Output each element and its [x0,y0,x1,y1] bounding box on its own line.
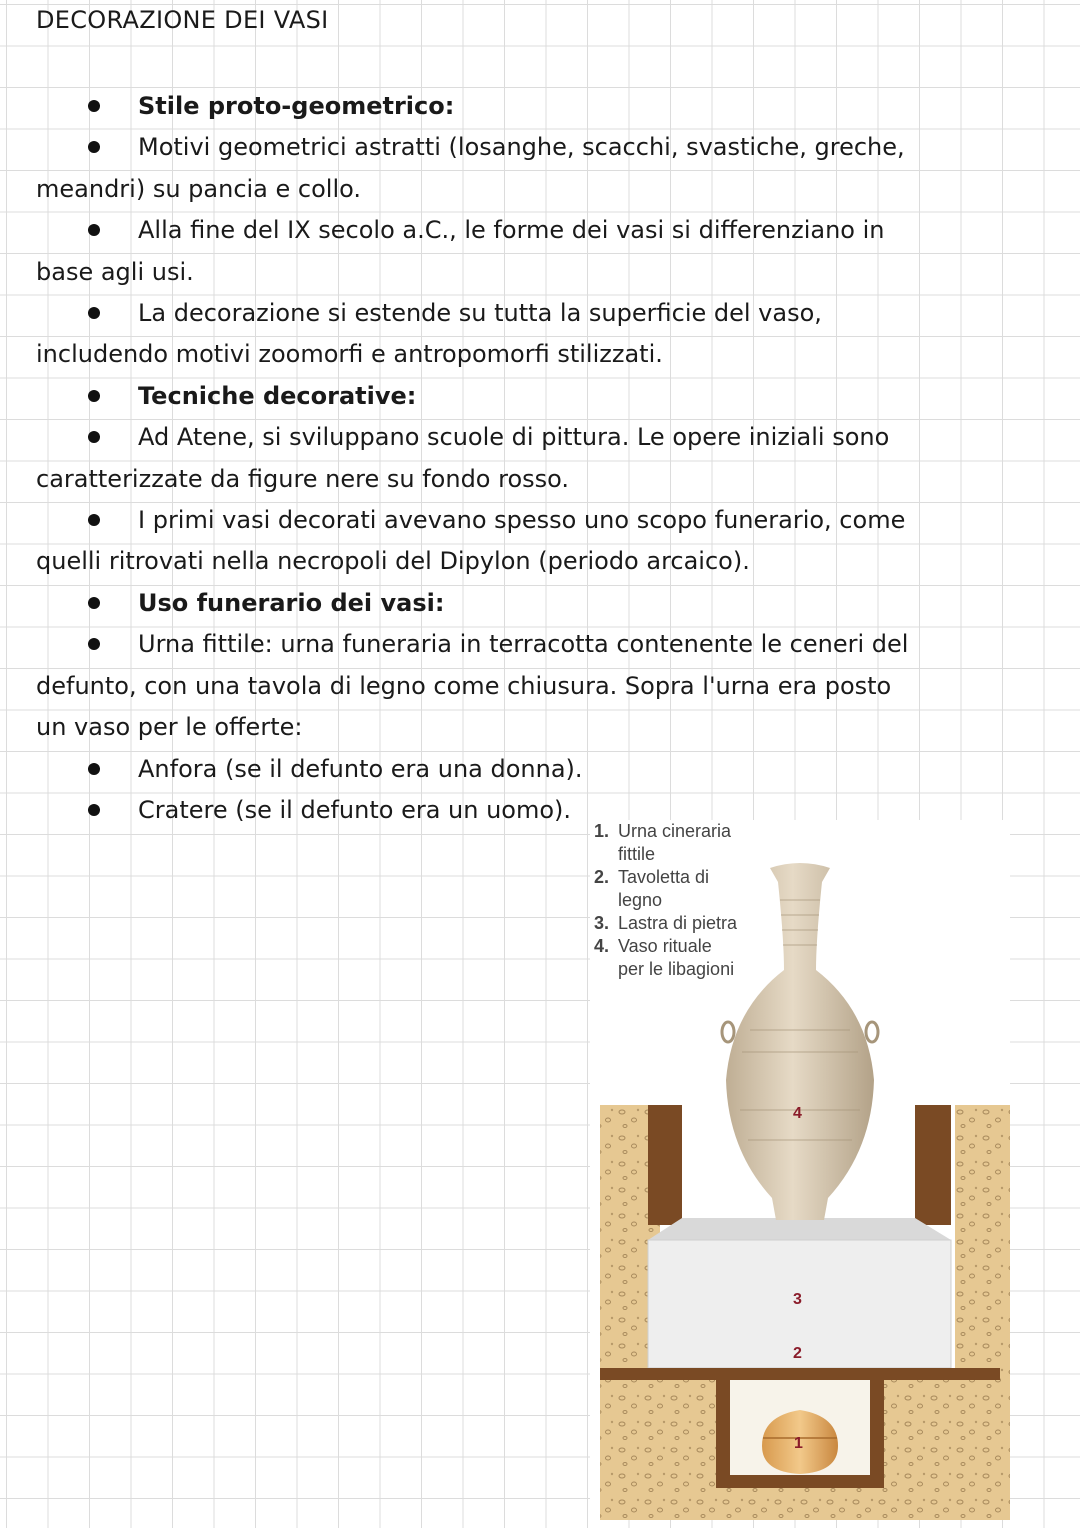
list-item: Urna fittile: urna funeraria in terracotta contenente le ceneri del defunto, con una tavola di legno come chiusura. Sopra l'urna era posto un vaso per le offerte: [36,624,916,748]
list-item: Stile proto-geometrico: [36,86,916,127]
tomb-figure [590,820,1010,1520]
list-item: Alla fine del IX secolo a.C., le forme dei vasi si differenziano in base agli usi. [36,210,916,293]
legend-number: 3. [594,913,610,933]
wooden-plank-right [915,1105,951,1225]
legend-item [594,935,738,981]
list-item: I primi vasi decorati avevano spesso uno scopo funerario, come quelli ritrovati nella necropoli del Dipylon (periodo arcaico). [36,500,916,583]
legend-number: 4. [594,936,610,956]
legend-item [594,866,738,912]
legend-label: Tavoletta di legno [618,867,710,910]
list-item: La decorazione si estende su tutta la superficie del vaso, includendo motivi zoomorfi e antropomorfi stilizzati. [36,293,916,376]
marker-4: 4 [793,1105,802,1122]
chamber-wall-left [716,1380,730,1488]
legend-label: Urna cineraria fittile [618,821,732,864]
legend-number: 1. [594,821,610,841]
wooden-tablet [600,1368,1000,1380]
marker-2: 2 [793,1345,802,1362]
wooden-plank-left [648,1105,682,1225]
list-item: Tecniche decorative: [36,376,916,417]
legend-item [594,820,738,866]
legend-label: Vaso rituale per le libagioni [618,936,735,979]
list-item: Anfora (se il defunto era una donna). [36,749,916,790]
marker-1: 1 [794,1435,803,1452]
figure-legend [594,820,738,981]
vase-handle-left [722,1022,734,1042]
vase-handle-right [866,1022,878,1042]
legend-item [594,912,738,935]
legend-label: Lastra di pietra [618,913,738,933]
chamber-floor [716,1475,884,1488]
stone-slab-top [648,1218,951,1240]
ritual-vase [726,863,874,1220]
chamber-wall-right [870,1380,884,1488]
list-item: Cratere (se il defunto era un uomo). [36,790,916,831]
marker-3: 3 [793,1291,802,1308]
list-item: Motivi geometrici astratti (losanghe, scacchi, svastiche, greche, meandri) su pancia e collo. [36,127,916,210]
legend-number: 2. [594,867,610,887]
list-item: Uso funerario dei vasi: [36,583,916,624]
page-title: DECORAZIONE DEI VASI [36,6,329,34]
notes-list [36,86,916,831]
list-item: Ad Atene, si sviluppano scuole di pittura. Le opere iniziali sono caratterizzate da figure nere su fondo rosso. [36,417,916,500]
